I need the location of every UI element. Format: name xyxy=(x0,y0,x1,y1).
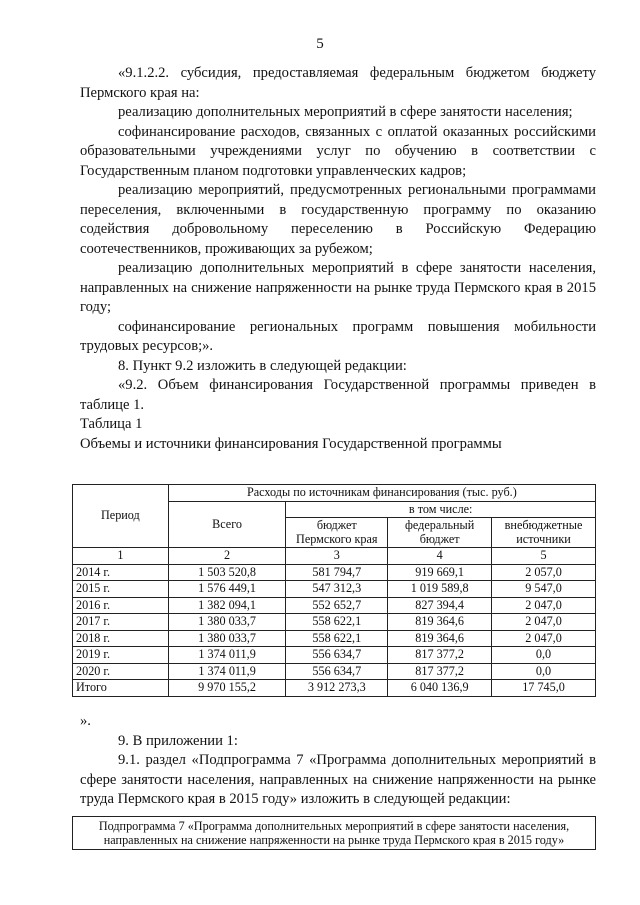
header-including: в том числе: xyxy=(286,501,596,518)
cell-total: 9 970 155,2 xyxy=(168,680,286,697)
cell-federal: 819 364,6 xyxy=(388,614,492,631)
cell-total: 1 380 033,7 xyxy=(168,630,286,647)
cell-extrabudgetary: 2 047,0 xyxy=(492,630,596,647)
table-row xyxy=(73,614,596,631)
cell-regional: 552 652,7 xyxy=(286,597,388,614)
cell-regional: 581 794,7 xyxy=(286,564,388,581)
table-label: Таблица 1 xyxy=(80,416,143,432)
financing-table xyxy=(72,484,596,697)
cell-total: 1 382 094,1 xyxy=(168,597,286,614)
col-number: 3 xyxy=(286,548,388,565)
cell-extrabudgetary: 9 547,0 xyxy=(492,581,596,598)
cell-regional: 558 622,1 xyxy=(286,630,388,647)
table-row xyxy=(73,564,596,581)
paragraph-item-3: реализацию мероприятий, предусмотренных региональными программами переселения, включенными в государственную программу по оказанию содействия добровольному переселению в Российскую Федерацию соотечественников, проживающих за рубежом; xyxy=(80,182,596,257)
header-total: Всего xyxy=(168,501,286,548)
paragraph-point-8: 8. Пункт 9.2 изложить в следующей редакции: xyxy=(118,357,407,374)
table-row xyxy=(73,581,596,598)
cell-extrabudgetary: 17 745,0 xyxy=(492,680,596,697)
table-row-total xyxy=(73,680,596,697)
paragraph-point-9-1: 9.1. раздел «Подпрограмма 7 «Программа дополнительных мероприятий в сфере занятости населения, направленных на снижение напряженности на рынке труда Пермского края в 2015 году» изложить в следующей редакции: xyxy=(80,752,596,807)
body-text xyxy=(80,64,596,454)
cell-total: 1 374 011,9 xyxy=(168,663,286,680)
page-number: 5 xyxy=(316,36,324,52)
cell-period: 2017 г. xyxy=(73,614,169,631)
col-number: 4 xyxy=(388,548,492,565)
cell-federal: 1 019 589,8 xyxy=(388,581,492,598)
col-number: 5 xyxy=(492,548,596,565)
cell-regional: 556 634,7 xyxy=(286,663,388,680)
paragraph-item-4: реализацию дополнительных мероприятий в сфере занятости населения, направленных на снижение напряженности на рынке труда Пермского края в 2015 году; xyxy=(80,260,596,315)
paragraph-point-9: 9. В приложении 1: xyxy=(118,732,238,749)
cell-period: Итого xyxy=(73,680,169,697)
paragraph-item-1: реализацию дополнительных мероприятий в сфере занятости населения; xyxy=(118,104,573,120)
cell-federal: 817 377,2 xyxy=(388,663,492,680)
cell-federal: 919 669,1 xyxy=(388,564,492,581)
cell-period: 2014 г. xyxy=(73,564,169,581)
table-row xyxy=(73,663,596,680)
paragraph-subsidy-intro: «9.1.2.2. субсидия, предоставляемая федеральным бюджетом бюджету Пермского края на: xyxy=(80,65,596,101)
cell-extrabudgetary: 2 047,0 xyxy=(492,597,596,614)
cell-regional: 547 312,3 xyxy=(286,581,388,598)
cell-extrabudgetary: 2 057,0 xyxy=(492,564,596,581)
cell-regional: 556 634,7 xyxy=(286,647,388,664)
cell-total: 1 380 033,7 xyxy=(168,614,286,631)
table-row xyxy=(73,597,596,614)
cell-period: 2020 г. xyxy=(73,663,169,680)
cell-extrabudgetary: 0,0 xyxy=(492,663,596,680)
cell-total: 1 576 449,1 xyxy=(168,581,286,598)
cell-period: 2016 г. xyxy=(73,597,169,614)
cell-regional: 558 622,1 xyxy=(286,614,388,631)
cell-federal: 819 364,6 xyxy=(388,630,492,647)
closing-quote: ». xyxy=(80,713,91,729)
column-number-row xyxy=(73,548,596,565)
cell-regional: 3 912 273,3 xyxy=(286,680,388,697)
table-row xyxy=(73,630,596,647)
cell-extrabudgetary: 0,0 xyxy=(492,647,596,664)
cell-federal: 817 377,2 xyxy=(388,647,492,664)
cell-period: 2015 г. xyxy=(73,581,169,598)
header-period: Период xyxy=(73,485,169,548)
bottom-text xyxy=(80,712,596,810)
cell-period: 2019 г. xyxy=(73,647,169,664)
table-row xyxy=(73,647,596,664)
paragraph-point-9-2: «9.2. Объем финансирования Государственной программы приведен в таблице 1. xyxy=(80,377,596,413)
cell-period: 2018 г. xyxy=(73,630,169,647)
table-title: Объемы и источники финансирования Государственной программы xyxy=(80,435,502,452)
cell-extrabudgetary: 2 047,0 xyxy=(492,614,596,631)
cell-federal: 6 040 136,9 xyxy=(388,680,492,697)
header-regional-budget: бюджет Пермского края xyxy=(286,518,388,548)
subprogram-heading-box: Подпрограмма 7 «Программа дополнительных мероприятий в сфере занятости населения, направленных на снижение напряженности на рынке труда Пермского края в 2015 году» xyxy=(72,816,596,850)
paragraph-item-5: софинансирование региональных программ повышения мобильности трудовых ресурсов;». xyxy=(80,318,596,354)
col-number: 1 xyxy=(73,548,169,565)
cell-federal: 827 394,4 xyxy=(388,597,492,614)
paragraph-item-2: софинансирование расходов, связанных с оплатой оказанных российскими образовательными учреждениями услуг по обучению в соответствии с Государственным планом подготовки управленческих кадров; xyxy=(80,123,596,179)
cell-total: 1 374 011,9 xyxy=(168,647,286,664)
header-extrabudgetary: внебюджетные источники xyxy=(492,518,596,548)
header-federal-budget: федеральный бюджет xyxy=(388,518,492,548)
col-number: 2 xyxy=(168,548,286,565)
header-expenses: Расходы по источникам финансирования (тыс. руб.) xyxy=(168,485,595,502)
cell-total: 1 503 520,8 xyxy=(168,564,286,581)
